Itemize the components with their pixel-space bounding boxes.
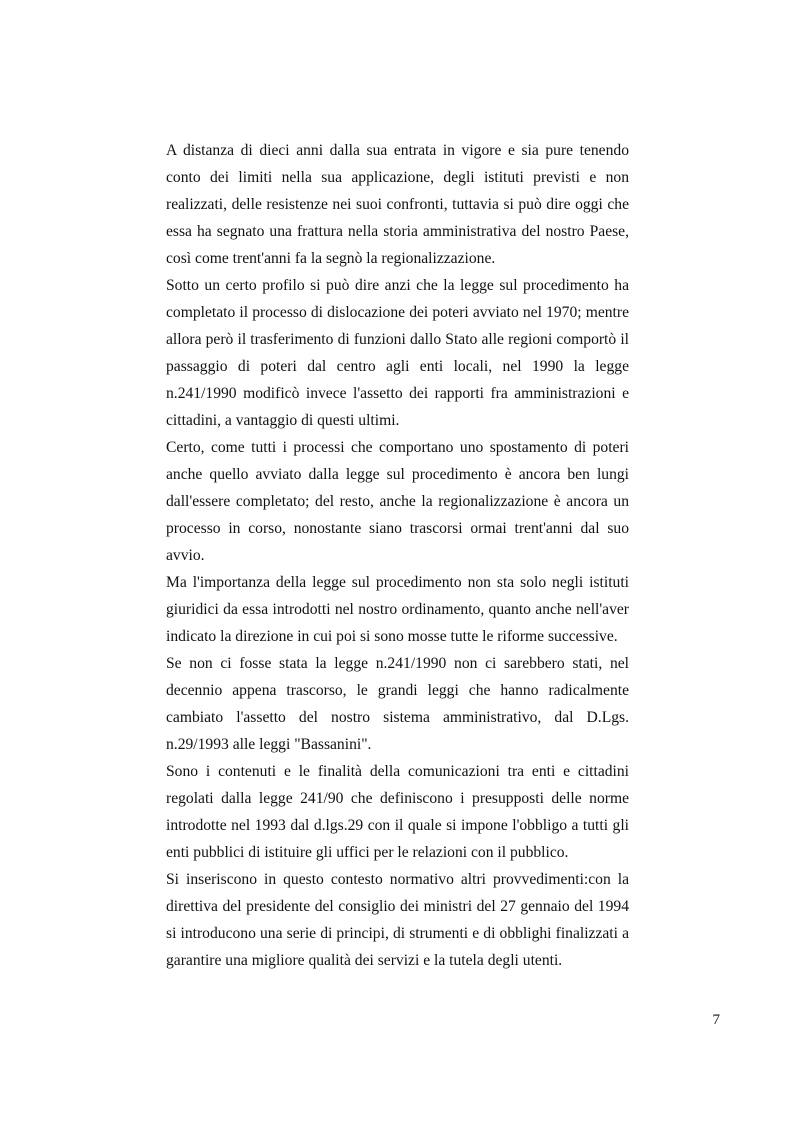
- page-number: 7: [712, 1012, 720, 1028]
- paragraph-6: Sono i contenuti e le finalità della comunicazioni tra enti e cittadini regolati dalla legge 241/90 che definiscono i presupposti delle norme introdotte nel 1993 dal d.lgs.29 con il quale si impone l'obbligo a tutti gli enti pubblici di istituire gli uffici per le relazioni con il pubblico.: [166, 763, 629, 861]
- paragraph-2: Sotto un certo profilo si può dire anzi che la legge sul procedimento ha completato il processo di dislocazione dei poteri avviato nel 1970; mentre allora però il trasferimento di funzioni dallo Stato alle regioni comportò il passaggio di poteri dal centro agli enti locali, nel 1990 la legge n.241/1990 modificò invece l'assetto dei rapporti fra amministrazioni e cittadini, a vantaggio di questi ultimi.: [166, 277, 629, 429]
- paragraph-7: Si inseriscono in questo contesto normativo altri provvedimenti:con la direttiva del presidente del consiglio dei ministri del 27 gennaio del 1994 si introducono una serie di principi, di strumenti e di obblighi finalizzati a garantire una migliore qualità dei servizi e la tutela degli utenti.: [166, 871, 629, 969]
- body-text: [166, 137, 629, 974]
- paragraph-1: A distanza di dieci anni dalla sua entrata in vigore e sia pure tenendo conto dei limiti nella sua applicazione, degli istituti previsti e non realizzati, delle resistenze nei suoi confronti, tuttavia si può dire oggi che essa ha segnato una frattura nella storia amministrativa del nostro Paese, così come trent'anni fa la segnò la regionalizzazione.: [166, 142, 629, 267]
- paragraph-3: Certo, come tutti i processi che comportano uno spostamento di poteri anche quello avviato dalla legge sul procedimento è ancora ben lungi dall'essere completato; del resto, anche la regionalizzazione è ancora un processo in corso, nonostante siano trascorsi ormai trent'anni dal suo avvio.: [166, 439, 629, 564]
- paragraph-4: Ma l'importanza della legge sul procedimento non sta solo negli istituti giuridici da essa introdotti nel nostro ordinamento, quanto anche nell'aver indicato la direzione in cui poi si sono mosse tutte le riforme successive.: [166, 574, 629, 645]
- paragraph-5: Se non ci fosse stata la legge n.241/1990 non ci sarebbero stati, nel decennio appena trascorso, le grandi leggi che hanno radicalmente cambiato l'assetto del nostro sistema amministrativo, dal D.Lgs. n.29/1993 alle leggi "Bassanini".: [166, 655, 629, 753]
